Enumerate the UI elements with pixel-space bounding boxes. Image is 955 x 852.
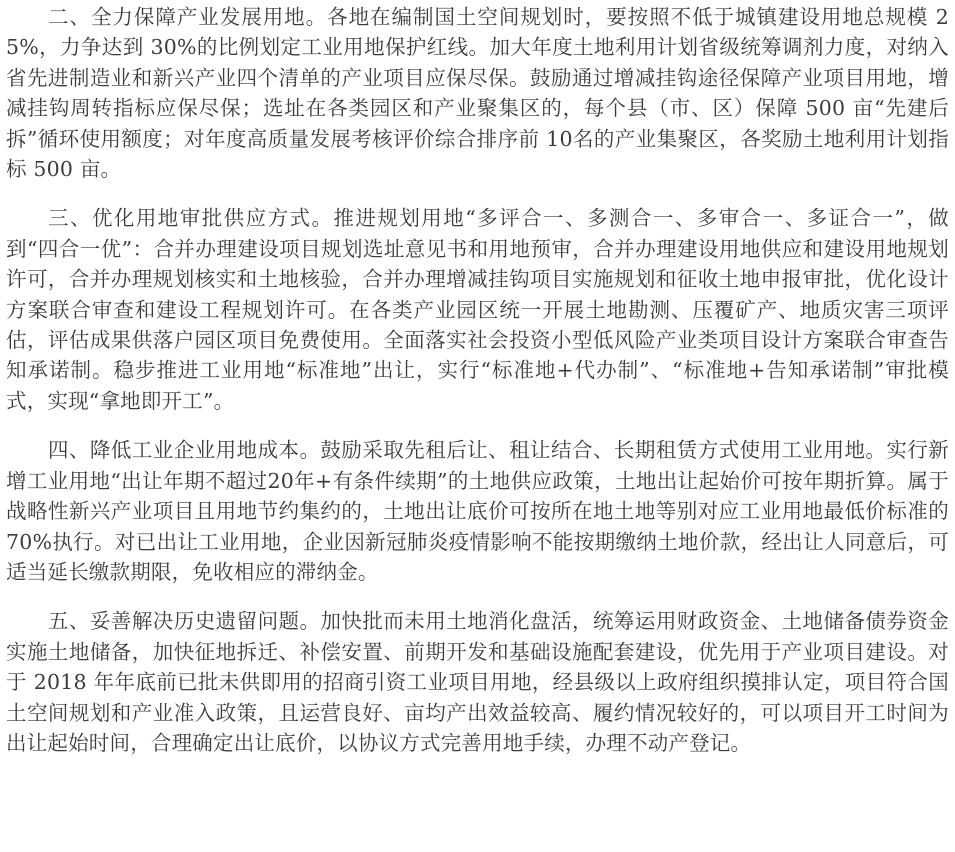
paragraph-4-land-cost-reduction: 四、降低工业企业用地成本。鼓励采取先租后让、租让结合、长期租赁方式使用工业用地。实行新增工业用地“出让年期不超过20年+有条件续期”的土地供应政策，土地出让起始价可按年期折算。属于战略性新兴产业项目且用地节约集约的，土地出让底价可按所在地土地等别对应工业用地最低价标准的70%执行。对已出让工业用地，企业因新冠肺炎疫情影响不能按期缴纳土地价款，经出让人同意后，可适当延长缴款期限，免收相应的滞纳金。 — [6, 438, 949, 584]
paragraph-3-approval-optimization: 三、优化用地审批供应方式。推进规划用地“多评合一、多测合一、多审合一、多证合一”，做到“四合一优”：合并办理建设项目规划选址意见书和用地预审，合并办理建设用地供应和建设用地规划许可，合并办理规划核实和土地核验，合并办理增减挂钩项目实施规划和征收土地申报审批，优化设计方案联合审查和建设工程规划许可。在各类产业园区统一开展土地勘测、压覆矿产、地质灾害三项评估，评估成果供落户园区项目免费使用。全面落实社会投资小型低风险产业类项目设计方案联合审查告知承诺制。稳步推进工业用地“标准地”出让，实行“标准地+代办制”、“标准地+告知承诺制”审批模式，实现“拿地即开工”。 — [6, 206, 949, 413]
document-body — [6, 0, 949, 758]
paragraph-5-historical-issues: 五、妥善解决历史遗留问题。加快批而未用土地消化盘活，统筹运用财政资金、土地储备债券资金实施土地储备，加快征地拆迁、补偿安置、前期开发和基础设施配套建设，优先用于产业项目建设。对于 2018 年年底前已批未供即用的招商引资工业项目用地，经县级以上政府组织摸排认定，项目符合国土空间规划和产业准入政策，且运营良好、亩均产出效益较高、履约情况较好的，可以项目开工时间为出让起始时间，合理确定出让底价，以协议方式完善用地手续，办理不动产登记。 — [6, 609, 949, 755]
paragraph-2-industrial-land-guarantee: 二、全力保障产业发展用地。各地在编制国土空间规划时，要按照不低于城镇建设用地总规模 25%，力争达到 30%的比例划定工业用地保护红线。加大年度土地利用计划省级统筹调剂力度，对纳入省先进制造业和新兴产业四个清单的产业项目应保尽保。鼓励通过增减挂钩途径保障产业项目用地，增减挂钩周转指标应保尽保；选址在各类园区和产业聚集区的，每个县（市、区）保障 500 亩“先建后拆”循环使用额度；对年度高质量发展考核评价综合排序前 10名的产业集聚区，各奖励土地利用计划指标 500 亩。 — [6, 5, 949, 182]
